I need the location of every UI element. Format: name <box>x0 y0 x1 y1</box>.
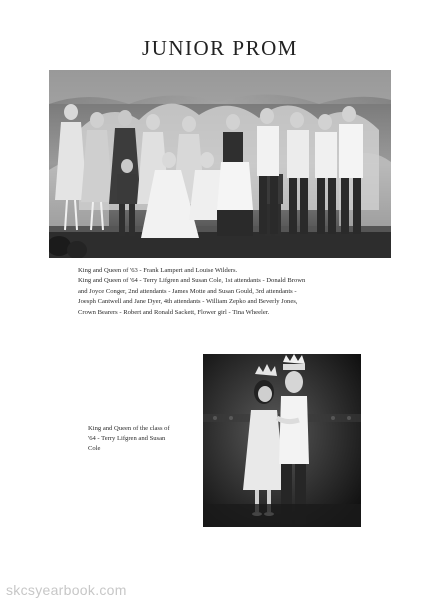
site-watermark: skcsyearbook.com <box>6 582 127 598</box>
caption-line: King and Queen of the class of <box>88 425 170 432</box>
caption-line: King and Queen of '64 - Terry Lifgren and Susan Cole, 1st attendants - Donald Brown <box>78 277 306 285</box>
king-queen-dance-photo-image <box>203 354 361 527</box>
prom-court-photo-image <box>49 70 391 258</box>
king-queen-dance-photo <box>203 354 361 527</box>
page-title: JUNIOR PROM <box>142 36 298 60</box>
caption-line: Joesph Cantwell and Jane Dyer, 4th attendants - William Zepko and Beverly Jones, <box>78 298 298 306</box>
dance-photo-caption <box>88 424 192 454</box>
group-photo-caption <box>78 266 378 318</box>
caption-line: Cole <box>88 445 101 452</box>
prom-court-photo <box>49 70 391 258</box>
caption-line: King and Queen of '63 - Frank Lampert and Louise Wilders. <box>78 267 238 274</box>
caption-line: and Joyce Conger, 2nd attendants - James Motte and Susan Gould, 3rd attendants - <box>78 287 297 295</box>
caption-line: '64 - Terry Lifgren and Susan <box>88 435 166 442</box>
caption-line: Crown Bearers - Robert and Ronald Sackett, Flower girl - Tina Wheeler. <box>78 308 270 316</box>
